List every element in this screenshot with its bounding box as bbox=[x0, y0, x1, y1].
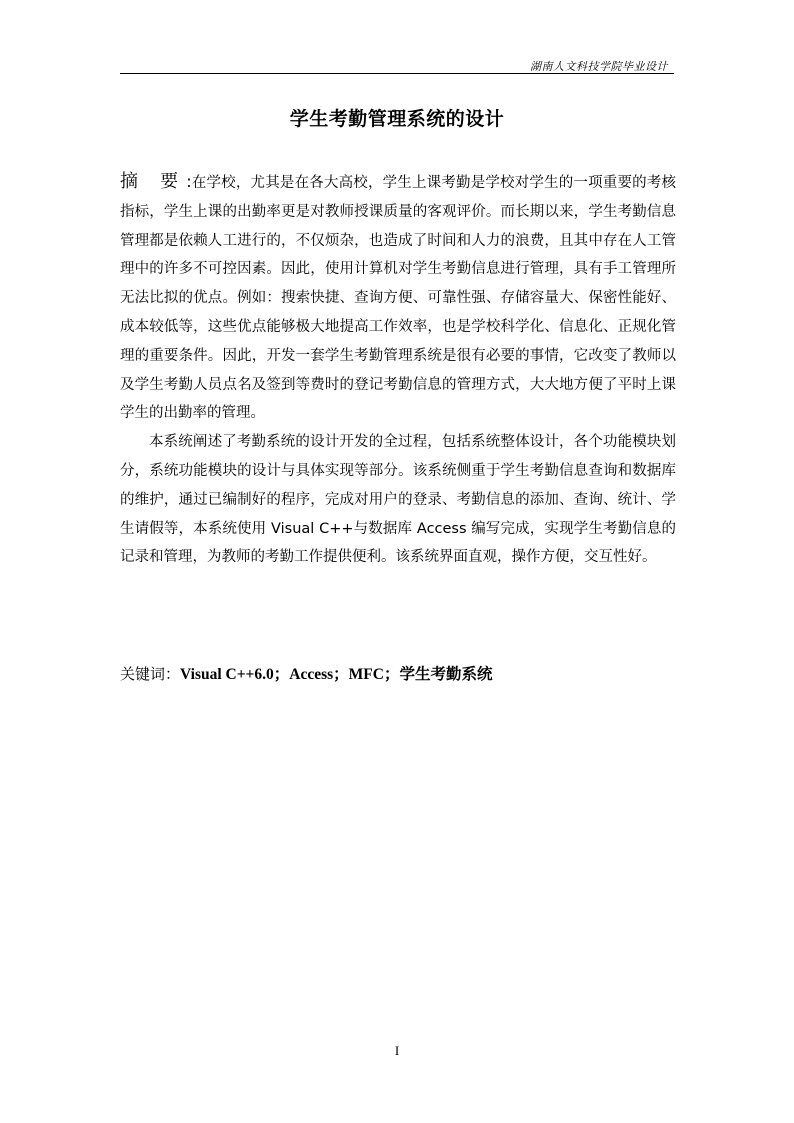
header-rule bbox=[120, 73, 674, 74]
page-title: 学生考勤管理系统的设计 bbox=[289, 108, 505, 130]
page-number: I bbox=[394, 1043, 400, 1058]
running-header: 湖南人文科技学院毕业设计 bbox=[530, 60, 668, 73]
abstract-section bbox=[120, 168, 676, 572]
abstract-label: 摘 要 bbox=[120, 171, 187, 192]
abstract-colon: : bbox=[186, 172, 192, 191]
keywords-label: 关键词： bbox=[120, 665, 181, 683]
keywords-line bbox=[120, 662, 674, 684]
abstract-text-1: 在学校，尤其是在各大高校，学生上课考勤是学校对学生的一项重要的考核指标，学生上课的出勤率更是对教师授课质量的客观评价。而长期以来，学生考勤信息管理都是依赖人工进行的，不仅烦杂，也造成了时间和人力的浪费，且其中存在人工管理中的许多不可控因素。因此，使用计算机对学生考勤信息进行管理，具有手工管理所无法比拟的优点。例如：搜索快捷、查询方便、可靠性强、存储容量大、保密性能好、成本较低等，这些优点能够极大地提高工作效率，也是学校科学化、信息化、正规化管理的重要条件。因此，开发一套学生考勤管理系统是很有必要的事情，它改变了教师以及学生考勤人员点名及签到等费时的登记考勤信息的管理方式，大大地方便了平时上课学生的出勤率的管理。 bbox=[120, 175, 676, 422]
abstract-paragraph-1 bbox=[120, 168, 676, 428]
abstract-paragraph-2: 本系统阐述了考勤系统的设计开发的全过程，包括系统整体设计，各个功能模块划分，系统功能模块的设计与具体实现等部分。该系统侧重于学生考勤信息查询和数据库的维护，通过已编制好的程序，完成对用户的登录、考勤信息的添加、查询、统计、学生请假等，本系统使用 Visual C++与数据库 Access 编写完成，实现学生考勤信息的记录和管理，为教师的考勤工作提供便利。该系统界面直观，操作方便，交互性好。 bbox=[120, 434, 676, 566]
keywords-value: Visual C++6.0；Access；MFC；学生考勤系统 bbox=[180, 666, 493, 683]
